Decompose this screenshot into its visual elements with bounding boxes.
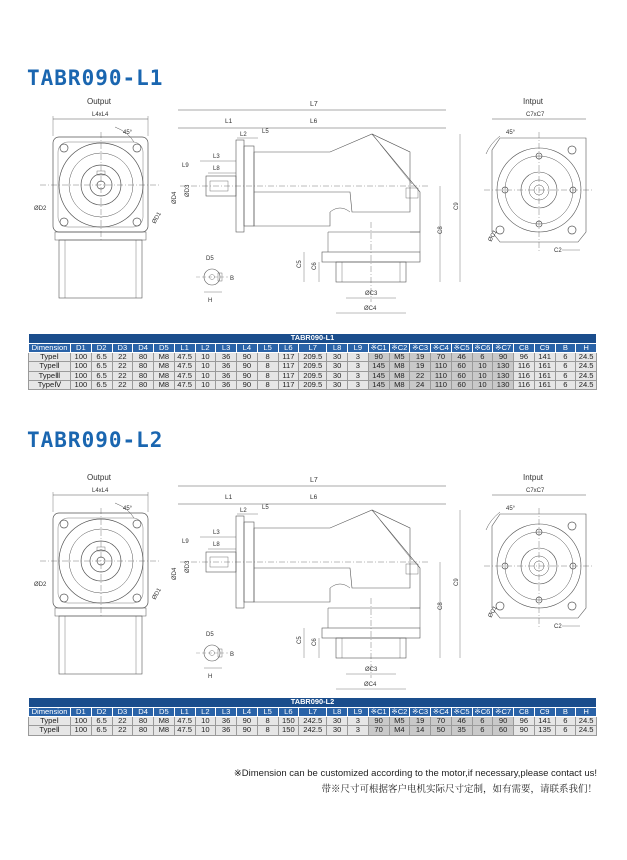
table-cell: 90 [237,380,258,389]
dim-c4: ØC4 [364,682,377,688]
table-cell: 6 [472,726,493,735]
dim-angle-out: 45° [123,130,133,136]
table-cell: 209.5 [299,362,327,371]
dim-l5: L5 [262,505,269,511]
table-row [29,726,597,735]
dim-l9: L9 [182,539,189,545]
table-cell: 80 [133,717,154,726]
table-cell: 3 [348,371,369,380]
table-cell: 6 [555,717,576,726]
column-header: D2 [91,708,112,717]
table-cell: 150 [278,726,299,735]
section-1-table [28,333,597,390]
output-label: Output [87,97,112,106]
dim-c9: C9 [454,578,460,586]
table-cell: 3 [348,353,369,362]
table-cell: 161 [534,362,555,371]
table-cell: 90 [493,353,514,362]
column-header: L1 [174,344,195,353]
table-cell: 141 [534,353,555,362]
table-cell: 24.5 [576,353,597,362]
table-cell: 242.5 [299,726,327,735]
column-header: L6 [278,344,299,353]
table-cell: 36 [216,726,237,735]
column-header: D5 [154,708,175,717]
table-cell: 96 [514,717,535,726]
column-header: D1 [71,344,92,353]
table-cell: 47.5 [174,371,195,380]
table-cell: 30 [327,726,348,735]
column-header: L2 [195,708,216,717]
dim-l5: L5 [262,129,269,135]
side-view [172,477,460,689]
table-cell: 19 [410,362,431,371]
table-cell: 36 [216,380,237,389]
table-cell: M5 [389,717,410,726]
table-cell: 36 [216,717,237,726]
table-cell: 70 [368,726,389,735]
table-cell: 161 [534,371,555,380]
column-header: ※C6 [472,708,493,717]
table-cell: 24.5 [576,362,597,371]
column-header: L8 [327,344,348,353]
column-header: B [555,708,576,717]
table-cell: M8 [154,717,175,726]
table-cell: 30 [327,371,348,380]
dim-l7: L7 [310,477,318,484]
table-cell: 35 [451,726,472,735]
dim-l3: L3 [213,154,220,160]
table-row [29,717,597,726]
table-cell: 80 [133,726,154,735]
table-cell: 100 [71,717,92,726]
table-cell: 80 [133,362,154,371]
table-cell: 116 [514,380,535,389]
table-cell: 22 [112,380,133,389]
table-cell: 80 [133,353,154,362]
dim-l9: L9 [182,163,189,169]
table-cell: 135 [534,726,555,735]
dim-b: B [230,276,235,282]
table-cell: 22 [112,371,133,380]
dim-c7xc7: C7xC7 [526,488,545,494]
column-header: C8 [514,344,535,353]
column-header: ※C4 [431,344,452,353]
table-cell: 6 [555,362,576,371]
table-cell: M8 [389,371,410,380]
table-cell: 30 [327,362,348,371]
dim-d1: ØD1 [151,587,163,601]
table-cell: 209.5 [299,353,327,362]
table-cell: 47.5 [174,362,195,371]
table-cell: 30 [327,353,348,362]
table-cell: 100 [71,371,92,380]
table-cell: 130 [493,380,514,389]
dim-d2: ØD2 [34,206,47,212]
column-header: ※C3 [410,344,431,353]
table-cell: M4 [389,726,410,735]
table-cell: 50 [431,726,452,735]
dim-c4: ØC4 [364,306,377,312]
dim-b: B [230,652,235,658]
dim-c1: ØC1 [487,605,499,619]
column-header: L7 [299,344,327,353]
column-header: ※C2 [389,708,410,717]
table-cell: 90 [237,717,258,726]
column-header: H [576,708,597,717]
table-cell: 3 [348,380,369,389]
table-cell: 110 [431,371,452,380]
table-cell: 90 [237,353,258,362]
table-cell: 80 [133,380,154,389]
dim-c3: ØC3 [365,667,378,673]
dim-d1: ØD1 [151,211,163,225]
section-1-title: TABR090-L1 [27,66,164,90]
dim-angle-out: 45° [123,506,133,512]
table-cell: 110 [431,380,452,389]
table-cell: 100 [71,362,92,371]
column-header: C9 [534,708,555,717]
table-cell: 117 [278,353,299,362]
table-cell: 145 [368,380,389,389]
output-view [34,97,163,298]
table-cell: 3 [348,726,369,735]
column-header: L3 [216,344,237,353]
table-cell: 130 [493,371,514,380]
dim-l8: L8 [213,166,220,172]
table-cell: 141 [534,717,555,726]
table-cell: 209.5 [299,371,327,380]
table-cell: 60 [493,726,514,735]
table-cell: 116 [514,371,535,380]
table-cell: 24.5 [576,717,597,726]
column-header: ※C2 [389,344,410,353]
dim-c8: C8 [438,602,444,610]
dim-c3: ØC3 [365,291,378,297]
table-cell: 6.5 [91,353,112,362]
table-cell: 117 [278,380,299,389]
column-header: Dimension [29,344,71,353]
table-cell: 36 [216,353,237,362]
table-cell: 96 [514,353,535,362]
dim-d4: ØD4 [172,567,178,580]
table-cell: 8 [257,371,278,380]
table-cell: 46 [451,353,472,362]
section-1-drawing [0,92,627,337]
column-header: ※C1 [368,344,389,353]
table-cell: 60 [451,371,472,380]
column-header: L5 [257,708,278,717]
column-header: ※C4 [431,708,452,717]
table-cell: 24.5 [576,380,597,389]
column-header: D4 [133,344,154,353]
table-cell: 70 [431,353,452,362]
table-cell: 110 [431,362,452,371]
table-cell: 22 [112,362,133,371]
table-cell: 100 [71,380,92,389]
table-cell: 30 [327,380,348,389]
table-cell: 10 [195,362,216,371]
dim-l6: L6 [310,118,318,125]
table-cell: 47.5 [174,380,195,389]
column-header: D1 [71,708,92,717]
section-2-table [28,697,597,736]
dim-l6: L6 [310,494,318,501]
dim-d5: D5 [206,632,214,638]
input-label: Intput [523,473,544,482]
table-cell: 24.5 [576,371,597,380]
table-cell: 8 [257,717,278,726]
dim-l7: L7 [310,101,318,108]
column-header: ※C5 [451,708,472,717]
footnote-english: ※Dimension can be customized according to the motor,if necessary,please contact us! [233,768,597,779]
table-cell: 90 [514,726,535,735]
column-header: B [555,344,576,353]
table-cell: 90 [237,371,258,380]
table-cell: M5 [389,353,410,362]
table-cell: 6 [555,353,576,362]
column-header: ※C5 [451,344,472,353]
table-cell: 14 [410,726,431,735]
table-cell: 3 [348,717,369,726]
output-label: Output [87,473,112,482]
table-cell: 100 [71,726,92,735]
table-cell: 6 [555,380,576,389]
table-cell: 242.5 [299,717,327,726]
table-cell: 6.5 [91,717,112,726]
dim-h: H [208,298,213,304]
table-cell: 10 [195,353,216,362]
table-cell: 36 [216,362,237,371]
dim-l3: L3 [213,530,220,536]
input-label: Intput [523,97,544,106]
table-cell: 60 [451,380,472,389]
column-header: D4 [133,708,154,717]
dim-l2: L2 [240,508,247,514]
table-cell: 8 [257,380,278,389]
table-cell: 46 [451,717,472,726]
table-cell: M8 [154,726,175,735]
table-cell: 90 [237,362,258,371]
table-cell: 10 [195,371,216,380]
dim-c8: C8 [438,226,444,234]
dim-d3: ØD3 [185,560,191,573]
dim-d5: D5 [206,256,214,262]
table-cell: TypeⅠ [29,717,71,726]
dim-angle-in: 45° [506,506,516,512]
table-cell: 8 [257,353,278,362]
table-cell: 10 [195,380,216,389]
section-2-title: TABR090-L2 [27,428,164,452]
table-cell: 22 [112,726,133,735]
table-cell: 24.5 [576,726,597,735]
column-header: D5 [154,344,175,353]
table-cell: 6.5 [91,362,112,371]
table-cell: 90 [368,353,389,362]
column-header: ※C6 [472,344,493,353]
table-cell: 3 [348,362,369,371]
table-cell: 47.5 [174,726,195,735]
table-cell: 150 [278,717,299,726]
table-cell: M8 [154,362,175,371]
table-cell: 10 [195,726,216,735]
table-cell: 70 [431,717,452,726]
dim-l8: L8 [213,542,220,548]
table-cell: TypeⅡ [29,726,71,735]
column-header: L2 [195,344,216,353]
dim-h: H [208,674,213,680]
table-cell: 117 [278,371,299,380]
table-cell: 6 [555,371,576,380]
dim-l4xl4: L4xL4 [92,488,109,494]
dim-l2: L2 [240,132,247,138]
table-cell: TypeⅡ [29,362,71,371]
table-caption: TABR090-L2 [29,698,597,708]
table-cell: 6.5 [91,371,112,380]
table-row [29,362,597,371]
table-cell: 161 [534,380,555,389]
column-header: L6 [278,708,299,717]
output-view [34,473,163,674]
table-cell: 6 [472,717,493,726]
table-cell: 24 [410,380,431,389]
dim-c6: C6 [312,638,318,646]
table-cell: 60 [451,362,472,371]
table-cell: 47.5 [174,353,195,362]
column-header: L3 [216,708,237,717]
dim-d3: ØD3 [185,184,191,197]
table-cell: 145 [368,362,389,371]
column-header: Dimension [29,708,71,717]
column-header: L5 [257,344,278,353]
table-cell: TypeⅢ [29,371,71,380]
table-cell: 19 [410,353,431,362]
dim-d4: ØD4 [172,191,178,204]
dim-l1: L1 [225,118,233,125]
table-cell: 22 [112,353,133,362]
column-header: L8 [327,708,348,717]
column-header: L7 [299,708,327,717]
dim-c5: C5 [297,636,303,644]
dim-l1: L1 [225,494,233,501]
table-cell: 145 [368,371,389,380]
table-cell: M8 [389,362,410,371]
table-cell: 10 [195,717,216,726]
table-cell: 19 [410,717,431,726]
table-cell: 6 [555,726,576,735]
dim-c9: C9 [454,202,460,210]
table-cell: 8 [257,726,278,735]
table-cell: M8 [154,380,175,389]
table-cell: 90 [493,717,514,726]
table-cell: 90 [368,717,389,726]
table-cell: 36 [216,371,237,380]
column-header: L4 [237,708,258,717]
dim-c5: C5 [297,260,303,268]
dim-c1: ØC1 [487,229,499,243]
column-header: H [576,344,597,353]
table-row [29,353,597,362]
dim-c6: C6 [312,262,318,270]
dim-c7xc7: C7xC7 [526,112,545,118]
column-header: ※C7 [493,344,514,353]
column-header: D2 [91,344,112,353]
column-header: D3 [112,344,133,353]
dim-c2: C2 [554,624,562,630]
table-cell: 90 [237,726,258,735]
dim-angle-in: 45° [506,130,516,136]
dim-d2: ØD2 [34,582,47,588]
column-header: ※C1 [368,708,389,717]
table-cell: 6.5 [91,726,112,735]
table-cell: 117 [278,362,299,371]
table-cell: 6.5 [91,380,112,389]
input-view [484,473,594,630]
table-cell: M8 [154,353,175,362]
side-view [172,101,460,313]
table-cell: 10 [472,371,493,380]
table-cell: 6 [472,353,493,362]
table-cell: 30 [327,717,348,726]
table-cell: 130 [493,362,514,371]
table-cell: TypeⅣ [29,380,71,389]
table-cell: 8 [257,362,278,371]
column-header: C9 [534,344,555,353]
table-caption: TABR090-L1 [29,334,597,344]
column-header: C8 [514,708,535,717]
table-cell: M8 [154,371,175,380]
column-header: ※C3 [410,708,431,717]
section-2-drawing [0,468,627,713]
table-row [29,371,597,380]
table-cell: 116 [514,362,535,371]
input-view [484,97,594,254]
table-cell: M8 [389,380,410,389]
column-header: L1 [174,708,195,717]
table-cell: 10 [472,362,493,371]
column-header: L9 [348,344,369,353]
table-cell: 47.5 [174,717,195,726]
table-cell: 10 [472,380,493,389]
table-cell: 80 [133,371,154,380]
table-cell: TypeⅠ [29,353,71,362]
table-cell: 209.5 [299,380,327,389]
table-row [29,380,597,389]
table-cell: 22 [112,717,133,726]
column-header: D3 [112,708,133,717]
column-header: L9 [348,708,369,717]
dim-c2: C2 [554,248,562,254]
footnote-chinese: 带※尺寸可根据客户电机实际尺寸定制，如有需要，请联系我们！ [321,784,597,795]
table-cell: 22 [410,371,431,380]
column-header: ※C7 [493,708,514,717]
column-header: L4 [237,344,258,353]
dim-l4xl4: L4xL4 [92,112,109,118]
table-cell: 100 [71,353,92,362]
